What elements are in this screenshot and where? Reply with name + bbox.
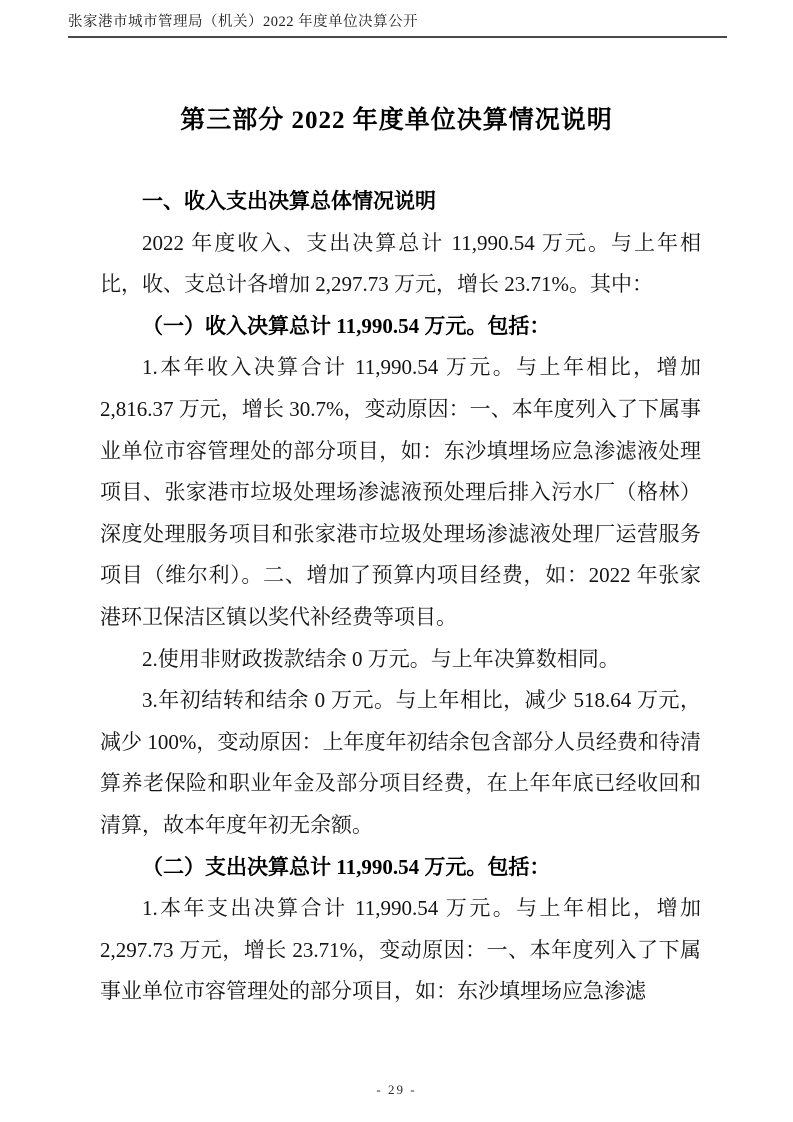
page-number: - 29 - bbox=[376, 1082, 417, 1097]
paragraph-income-detail: 1.本年收入决算合计 11,990.54 万元。与上年相比，增加 2,816.37 万元，增长 30.7%，变动原因：一、本年度列入了下属事业单位市容管理处的部分项目，如：东沙填埋场应急渗滤液处理项目、张家港市垃圾处理场渗滤液预处理后排入污水厂（格林）深度处理服务项目和张家港市垃圾处理场渗滤液处理厂运营服务项目（维尔利）。二、增加了预算内项目经费，如：2022 年张家港环卫保洁区镇以奖代补经费等项目。 bbox=[100, 355, 701, 629]
page-footer bbox=[0, 1082, 793, 1098]
paragraph-non-fiscal-balance: 2.使用非财政拨款结余 0 万元。与上年决算数相同。 bbox=[142, 646, 620, 671]
paragraph-carryover-balance: 3.年初结转和结余 0 万元。与上年相比，减少 518.64 万元，减少 100%，变动原因：上年度年初结余包含部分人员经费和待清算养老保险和职业年金及部分项目经费，在上年年底已经收回和清算，故本年度年初无余额。 bbox=[100, 688, 701, 837]
subsection-heading-expenditure-total: （二）支出决算总计 11,990.54 万元。包括： bbox=[142, 854, 551, 879]
subsection-heading-income-total: （一）收入决算总计 11,990.54 万元。包括： bbox=[142, 313, 551, 338]
paragraph-expenditure-detail: 1.本年支出决算合计 11,990.54 万元。与上年相比，增加 2,297.73 万元，增长 23.71%，变动原因：一、本年度列入了下属事业单位市容管理处的部分项目，如：东沙填埋场应急渗滤 bbox=[100, 896, 701, 1004]
paragraph-total-summary: 2022 年度收入、支出决算总计 11,990.54 万元。与上年相比，收、支总计各增加 2,297.73 万元，增长 23.71%。其中： bbox=[100, 230, 701, 297]
page-header bbox=[68, 10, 727, 38]
document-body bbox=[100, 181, 701, 1013]
section-heading-income-expenditure-overview: 一、收入支出决算总体情况说明 bbox=[142, 189, 436, 213]
page-header-text: 张家港市城市管理局（机关）2022 年度单位决算公开 bbox=[68, 14, 419, 30]
document-title: 第三部分 2022 年度单位决算情况说明 bbox=[180, 107, 613, 134]
